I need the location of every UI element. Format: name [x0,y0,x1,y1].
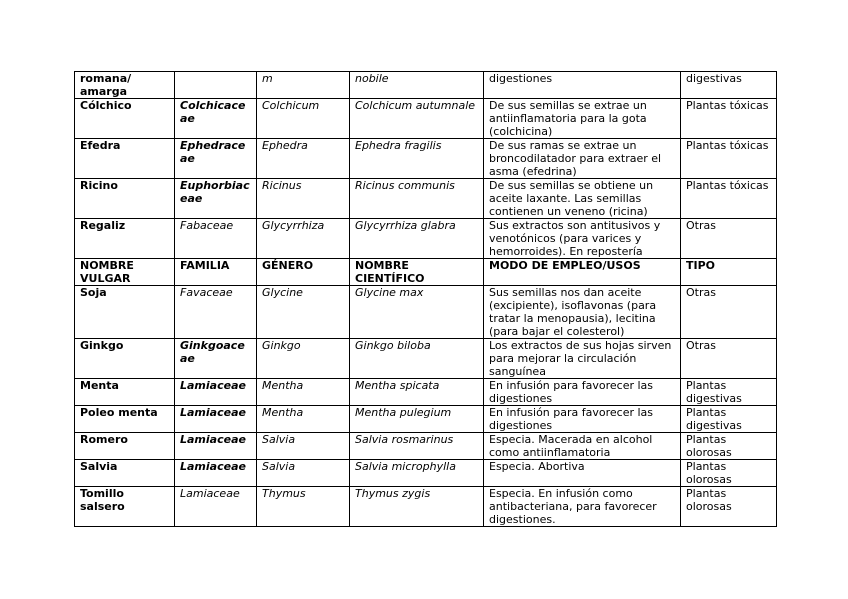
plants-table [74,71,777,527]
cell-nombre-vulgar: Salvia [75,460,175,487]
cell-modo-empleo: Especia. Macerada en alcohol como antiinflamatoria [484,433,681,460]
cell-tipo: Plantas digestivas [681,406,777,433]
cell-familia: Lamiaceae [175,379,257,406]
cell-nombre-vulgar: Ginkgo [75,339,175,379]
cell-nombre-cientifico: Mentha spicata [350,379,484,406]
header-nombre-vulgar: NOMBRE VULGAR [75,259,175,286]
table-row [75,460,777,487]
cell-nombre-vulgar: Regaliz [75,219,175,259]
cell-tipo: Plantas digestivas [681,379,777,406]
table-row [75,139,777,179]
table-row [75,179,777,219]
table-row [75,72,777,99]
cell-modo-empleo: Especia. Abortiva [484,460,681,487]
cell-nombre-vulgar: Romero [75,433,175,460]
header-modo-empleo: MODO DE EMPLEO/USOS [484,259,681,286]
table-row [75,406,777,433]
table-row [75,379,777,406]
cell-nombre-cientifico: Salvia microphylla [350,460,484,487]
header-genero: GÉNERO [257,259,350,286]
cell-nombre-cientifico: Mentha pulegium [350,406,484,433]
cell-genero: Glycyrrhiza [257,219,350,259]
cell-tipo: Plantas olorosas [681,460,777,487]
table-row [75,433,777,460]
cell-familia: Ephedrace ae [175,139,257,179]
cell-modo-empleo: Sus extractos son antitusivos y venotónicos (para varices y hemorroides). En repostería [484,219,681,259]
cell-nombre-cientifico: Glycine max [350,286,484,339]
cell-nombre-vulgar: romana/ amarga [75,72,175,99]
cell-nombre-vulgar: Soja [75,286,175,339]
cell-nombre-vulgar: Ricino [75,179,175,219]
cell-nombre-vulgar: Efedra [75,139,175,179]
cell-modo-empleo: En infusión para favorecer las digestiones [484,406,681,433]
cell-modo-empleo: De sus ramas se extrae un broncodilatador para extraer el asma (efedrina) [484,139,681,179]
cell-nombre-vulgar: Menta [75,379,175,406]
cell-nombre-vulgar: Poleo menta [75,406,175,433]
cell-familia: Euphorbiac eae [175,179,257,219]
cell-tipo: Plantas olorosas [681,487,777,527]
cell-tipo: digestivas [681,72,777,99]
cell-modo-empleo: Sus semillas nos dan aceite (excipiente), isoflavonas (para tratar la menopausia), lecitina (para bajar el colesterol) [484,286,681,339]
cell-nombre-cientifico: Ricinus communis [350,179,484,219]
cell-genero: Ephedra [257,139,350,179]
cell-modo-empleo: De sus semillas se obtiene un aceite laxante. Las semillas contienen un veneno (ricina) [484,179,681,219]
cell-modo-empleo: digestiones [484,72,681,99]
cell-genero: Salvia [257,460,350,487]
cell-modo-empleo: De sus semillas se extrae un antiinflamatoria para la gota (colchicina) [484,99,681,139]
cell-nombre-cientifico: Salvia rosmarinus [350,433,484,460]
table-row [75,487,777,527]
cell-genero: Ricinus [257,179,350,219]
cell-nombre-vulgar: Tomillo salsero [75,487,175,527]
cell-genero: Colchicum [257,99,350,139]
cell-tipo: Plantas tóxicas [681,179,777,219]
cell-familia: Favaceae [175,286,257,339]
cell-genero: Mentha [257,379,350,406]
cell-nombre-cientifico: Thymus zygis [350,487,484,527]
cell-tipo: Plantas tóxicas [681,139,777,179]
table-header-row [75,259,777,286]
cell-familia: Fabaceae [175,219,257,259]
cell-modo-empleo: Especia. En infusión como antibacteriana, para favorecer digestiones. [484,487,681,527]
cell-tipo: Otras [681,286,777,339]
header-familia: FAMILIA [175,259,257,286]
cell-familia: Lamiaceae [175,406,257,433]
cell-modo-empleo: Los extractos de sus hojas sirven para mejorar la circulación sanguínea [484,339,681,379]
cell-nombre-cientifico: nobile [350,72,484,99]
table-row [75,99,777,139]
cell-nombre-cientifico: Ginkgo biloba [350,339,484,379]
cell-genero: Ginkgo [257,339,350,379]
cell-genero: Salvia [257,433,350,460]
cell-familia: Lamiaceae [175,433,257,460]
cell-genero: Mentha [257,406,350,433]
cell-genero: Glycine [257,286,350,339]
cell-nombre-cientifico: Glycyrrhiza glabra [350,219,484,259]
header-tipo: TIPO [681,259,777,286]
table-row [75,286,777,339]
cell-tipo: Plantas tóxicas [681,99,777,139]
cell-modo-empleo: En infusión para favorecer las digestiones [484,379,681,406]
cell-nombre-cientifico: Ephedra fragilis [350,139,484,179]
cell-familia: Ginkgoace ae [175,339,257,379]
cell-familia: Lamiaceae [175,460,257,487]
table-row [75,339,777,379]
cell-tipo: Otras [681,339,777,379]
table-row [75,219,777,259]
cell-familia: Colchicace ae [175,99,257,139]
header-nombre-cientifico: NOMBRE CIENTÍFICO [350,259,484,286]
cell-familia: Lamiaceae [175,487,257,527]
cell-genero: Thymus [257,487,350,527]
cell-nombre-vulgar: Cólchico [75,99,175,139]
cell-nombre-cientifico: Colchicum autumnale [350,99,484,139]
cell-tipo: Otras [681,219,777,259]
cell-genero: m [257,72,350,99]
cell-familia [175,72,257,99]
cell-tipo: Plantas olorosas [681,433,777,460]
